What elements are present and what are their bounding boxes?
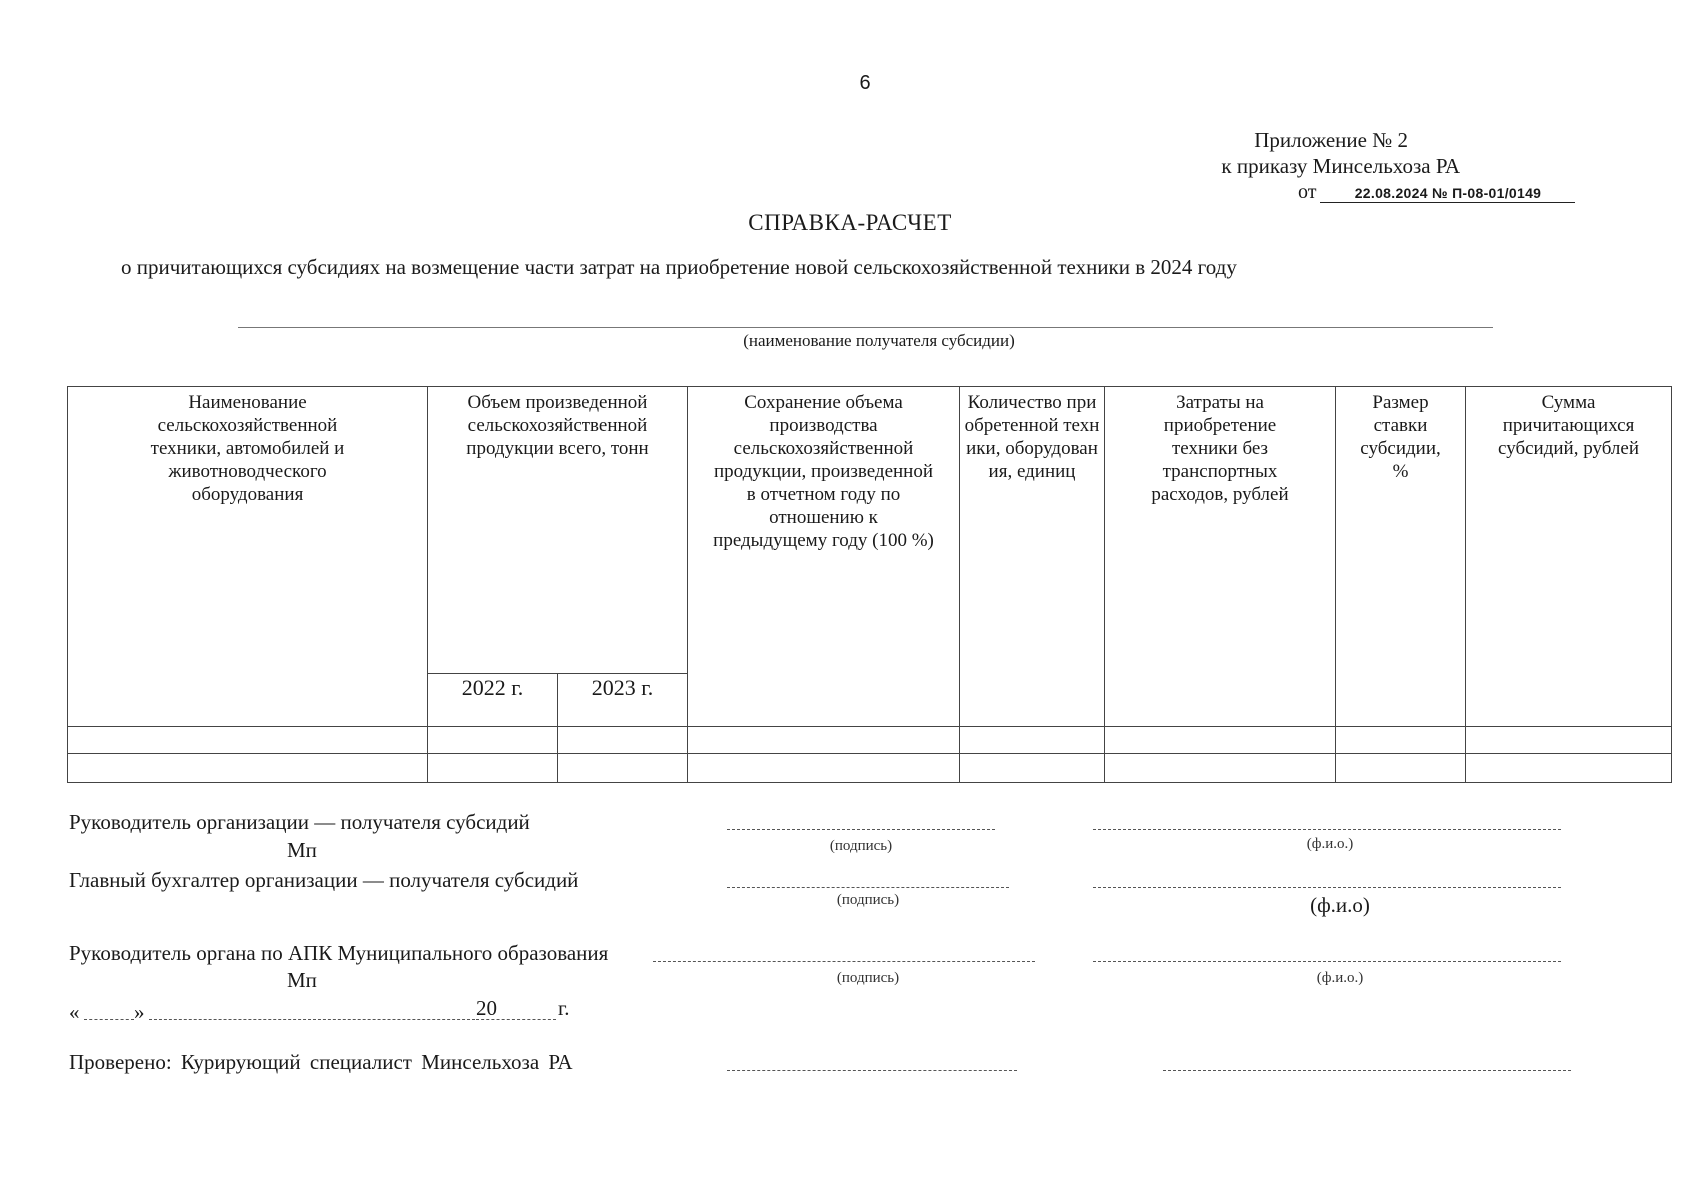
- header-year-2022: 2022 г.: [428, 674, 558, 726]
- table-cell[interactable]: [1336, 753, 1466, 782]
- header-rate: Размер ставки субсидии, %: [1336, 387, 1466, 727]
- header-costs: Затраты на приобретение техники без транспортных расходов, рублей: [1105, 387, 1336, 727]
- header-production-retention: Сохранение объема производства сельскохозяйственной продукции, произведенной в отчетном году по отношению к предыдущему году (100 %): [688, 387, 960, 727]
- header-subsidy-sum: Сумма причитающихся субсидий, рублей: [1466, 387, 1672, 727]
- document-title: СПРАВКА-РАСЧЕТ: [748, 210, 952, 235]
- appendix-date-prefix: от: [1298, 181, 1317, 203]
- page-number: 6: [859, 72, 871, 94]
- appendix-date-line: [1298, 181, 1575, 204]
- header-production-volume: Объем произведенной сельскохозяйственной продукции всего, тонн: [428, 387, 688, 674]
- accountant-label: Главный бухгалтер организации — получателя субсидий: [69, 868, 579, 892]
- accountant-fio-caption: (ф.и.о): [1310, 893, 1370, 917]
- accountant-signature-caption: (подпись): [836, 892, 900, 908]
- table-cell[interactable]: [558, 726, 688, 753]
- accountant-signature-line[interactable]: [727, 887, 1009, 888]
- recipient-name-line: [238, 327, 1493, 328]
- header-equipment-name: Наименование сельскохозяйственной техники, автомобилей и животноводческого оборудования: [68, 387, 428, 727]
- recipient-caption: (наименование получателя субсидии): [743, 331, 1015, 350]
- apk-signature-caption: (подпись): [836, 970, 900, 986]
- date-year-line[interactable]: [476, 1019, 556, 1020]
- date-open-quote: «: [69, 1000, 80, 1024]
- table-cell[interactable]: [960, 753, 1105, 782]
- table-cell[interactable]: [558, 753, 688, 782]
- appendix-order: к приказу Минсельхоза РА: [1221, 154, 1460, 178]
- date-day-line[interactable]: [84, 1019, 134, 1020]
- table-cell[interactable]: [688, 753, 960, 782]
- table-cell[interactable]: [688, 726, 960, 753]
- accountant-fio-line[interactable]: [1093, 887, 1561, 888]
- table-cell[interactable]: [1105, 753, 1336, 782]
- table-cell[interactable]: [1466, 753, 1672, 782]
- document-subtitle: о причитающихся субсидиях на возмещение части затрат на приобретение новой сельскохозяйственной техники в 2024 году: [121, 255, 1237, 279]
- appendix-title: Приложение № 2: [1254, 128, 1408, 152]
- apk-fio-line[interactable]: [1093, 961, 1561, 962]
- date-year-prefix: 20: [476, 996, 497, 1020]
- table-cell[interactable]: [68, 726, 428, 753]
- checked-label: Проверено: Курирующий специалист Минсельхоза РА: [69, 1050, 573, 1074]
- appendix-date-stamp: 22.08.2024 № П-08-01/0149: [1320, 185, 1575, 203]
- head-label: Руководитель организации — получателя субсидий: [69, 810, 530, 834]
- checked-signature-line[interactable]: [727, 1070, 1017, 1071]
- head-signature-line[interactable]: [727, 829, 995, 830]
- checked-fio-line[interactable]: [1163, 1070, 1571, 1071]
- table-cell[interactable]: [1336, 726, 1466, 753]
- head-fio-line[interactable]: [1093, 829, 1561, 830]
- table-cell[interactable]: [1466, 726, 1672, 753]
- date-close-quote: »: [134, 1000, 145, 1024]
- table-cell[interactable]: [428, 753, 558, 782]
- subsidy-table: [67, 386, 1672, 783]
- stamp-place-2: Мп: [287, 968, 317, 992]
- table-cell[interactable]: [68, 753, 428, 782]
- head-fio-caption: (ф.и.о.): [1306, 836, 1354, 852]
- table-cell[interactable]: [960, 726, 1105, 753]
- date-year-suffix: г.: [558, 996, 570, 1020]
- date-month-line[interactable]: [149, 1019, 475, 1020]
- table-cell[interactable]: [428, 726, 558, 753]
- head-signature-caption: (подпись): [829, 838, 893, 854]
- apk-fio-caption: (ф.и.о.): [1316, 970, 1364, 986]
- header-year-2023: 2023 г.: [558, 674, 688, 726]
- apk-signature-line[interactable]: [653, 961, 1035, 962]
- table-cell[interactable]: [1105, 726, 1336, 753]
- stamp-place-1: Мп: [287, 838, 317, 862]
- apk-head-label: Руководитель органа по АПК Муниципального образования: [69, 941, 609, 965]
- header-quantity: Количество приобретенной техники, оборудования, единиц: [960, 387, 1105, 727]
